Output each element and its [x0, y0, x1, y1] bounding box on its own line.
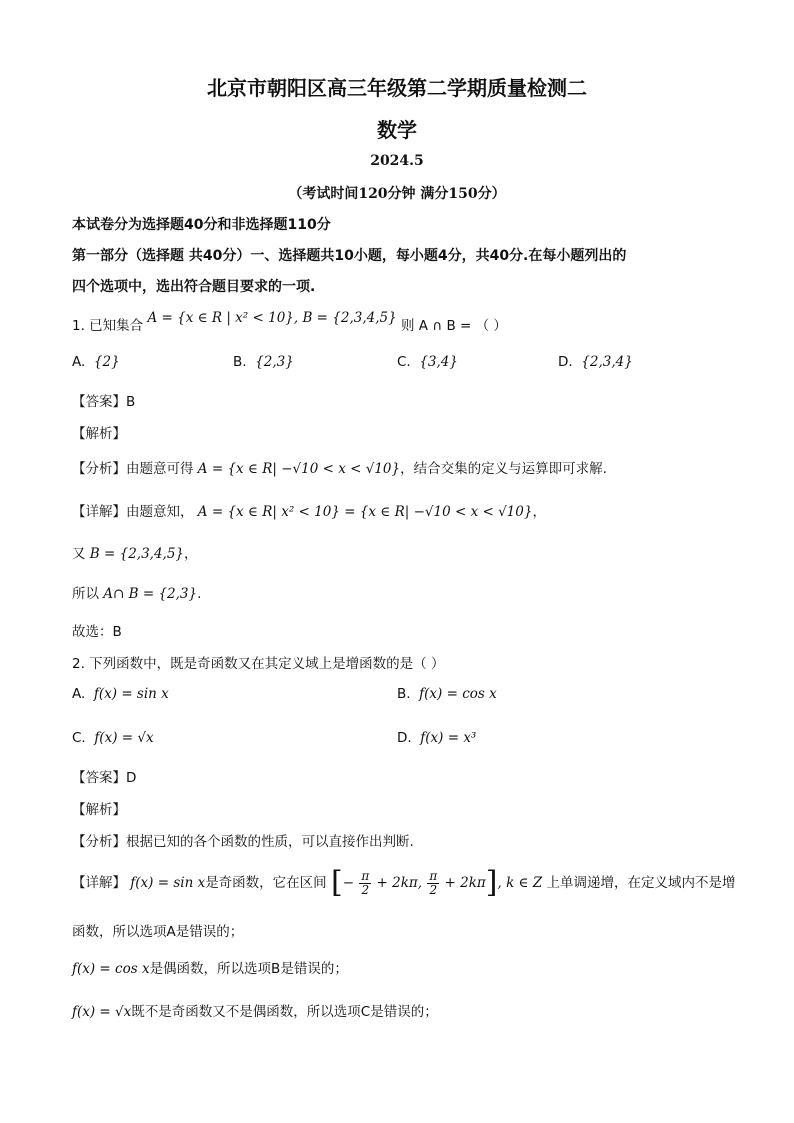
q1-so: 所以 A∩ B = {2,3}.: [72, 586, 202, 602]
q2-stem: 2. 下列函数中，既是奇函数又在其定义域上是增函数的是（ ）: [72, 656, 445, 672]
q1-answer: [72, 390, 135, 410]
q1-prefix: 1. 已知集合: [72, 318, 144, 334]
q1-answer-value: B: [126, 394, 136, 410]
q1-again: 又 B = {2,3,4,5}，: [72, 546, 198, 562]
q1-option-c: C. {3,4}: [397, 354, 458, 370]
pi-over-2-right: $\frac{\pi}{2}$: [429, 868, 438, 897]
q1-sets: A = {x ∈ R | x² < 10}, B = {2,3,4,5}: [147, 310, 397, 326]
q2-fenxi: 【分析】根据已知的各个函数的性质，可以直接作出判断.: [72, 834, 414, 850]
q2-detail: 【详解】 f(x) = sin x是奇函数，它在区间 [− $\frac{\pi}{2}$ + 2kπ, $\frac{\pi}{2}$ + 2kπ], k ∈ Z 上单调递增，在定义域内不是增: [72, 865, 736, 900]
q2-answer-value: D: [126, 770, 137, 786]
part1-line1: 第一部分（选择题 共40分）一、选择题共10小题，每小题4分，共40分.在每小题列出的: [72, 248, 627, 264]
q1-detail: 【详解】由题意知， A = {x ∈ R| x² < 10} = {x ∈ R| −√10 < x < √10}，: [72, 504, 546, 520]
q2-option-b: B. f(x) = cos x: [397, 686, 497, 702]
part1-line2: 四个选项中，选出符合题目要求的一项.: [72, 279, 316, 295]
q2-cos-line: f(x) = cos x是偶函数，所以选项B是错误的；: [72, 961, 348, 977]
q2-sqrt-line: f(x) = √x既不是奇函数又不是偶函数，所以选项C是错误的；: [72, 1004, 438, 1020]
q1-detail-math: A = {x ∈ R| x² < 10} = {x ∈ R| −√10 < x < √10}: [197, 504, 533, 520]
q1-option-d: D. {2,3,4}: [558, 354, 633, 370]
interval-bracket-right: ]: [485, 865, 498, 900]
q2-option-c: C. f(x) = √x: [72, 730, 154, 746]
q1-stem: [72, 310, 507, 334]
interval-bracket-left: [: [330, 865, 343, 900]
doc-date: 2024.5: [370, 153, 424, 169]
q1-fenxi-math: A = {x ∈ R| −√10 < x < √10}: [197, 461, 401, 477]
answer-tag: 【答案】: [72, 770, 126, 786]
q1-choose: 故选：B: [72, 624, 122, 640]
q2-option-a: A. f(x) = sin x: [72, 686, 169, 702]
q1-option-b: B. {2,3}: [233, 354, 294, 370]
q2-detail-cont: 函数，所以选项A是错误的；: [72, 924, 244, 940]
doc-title: 北京市朝阳区高三年级第二学期质量检测二: [207, 76, 587, 100]
q1-analysis-tag: 【解析】: [72, 426, 126, 442]
pi-over-2-left: $\frac{\pi}{2}$: [361, 868, 370, 897]
q1-fenxi: 【分析】由题意可得 A = {x ∈ R| −√10 < x < √10}，结合交集的定义与运算即可求解.: [72, 461, 607, 477]
q2-answer: [72, 766, 136, 786]
doc-subject: 数学: [377, 118, 417, 142]
intro-line: 本试卷分为选择题40分和非选择题110分: [72, 217, 331, 233]
q2-option-d: D. f(x) = x³: [397, 730, 477, 746]
answer-tag: 【答案】: [72, 394, 126, 410]
exam-note: （考试时间120分钟 满分150分）: [288, 186, 506, 202]
q1-suffix: 则 A ∩ B = （ ）: [400, 318, 507, 334]
q1-option-a: A. {2}: [72, 354, 120, 370]
q2-analysis-tag: 【解析】: [72, 802, 126, 818]
